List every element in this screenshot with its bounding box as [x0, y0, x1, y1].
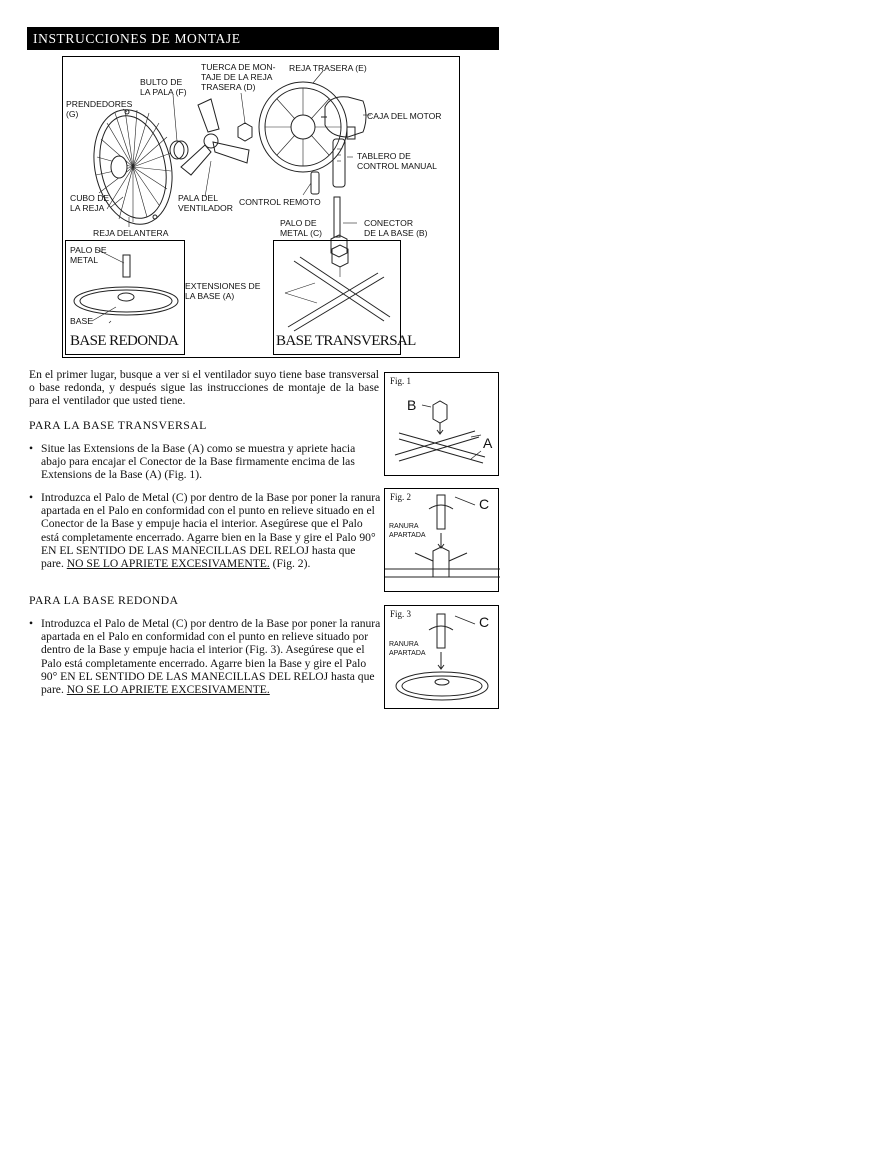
warning-text: NO SE LO APRIETE EXCESIVAMENTE.	[66, 557, 270, 571]
label-palo-metal-c: PALO DE METAL (C)	[280, 218, 323, 238]
fig2-ranura-label: RANURA APARTADA	[389, 523, 426, 539]
label-reja-trasera: REJA TRASERA (E)	[289, 63, 367, 73]
list-item	[29, 491, 381, 570]
figure-label: Fig. 2	[390, 492, 412, 502]
bullet-text	[41, 491, 381, 570]
intro-text	[29, 368, 379, 408]
figure-3	[384, 605, 499, 709]
base-transversal-title: BASE TRANSVERSAL	[276, 333, 416, 349]
label-bulto: BULTO DE LA PALA (F)	[140, 77, 187, 97]
bullet-body: Introduzca el Palo de Metal (C) por dentro de la Base por poner la ranura apartada en el Palo en conformidad con el punto en relieve situado en el Conector de la Base y empuje hacia el interior. Asegúrese que el Palo está completamente encerrado. Agarre bien en la Base y gire el Palo 90° EN EL SENTIDO DE LAS MANECILLAS DEL RELOJ hasta que pare.	[41, 491, 381, 571]
list-item	[29, 617, 381, 696]
figure-label: Fig. 1	[390, 376, 412, 386]
section-redonda-heading: PARA LA BASE REDONDA	[29, 593, 179, 607]
label-cubo: CUBO DE LA REJA	[70, 193, 110, 213]
fig1-letter-a: A	[483, 435, 493, 451]
base-transversal-box	[273, 240, 416, 355]
label-reja-delantera: REJA DELANTERA	[93, 228, 169, 238]
section-transversal-heading: PARA LA BASE TRANSVERSAL	[29, 418, 207, 432]
bullet-dot: •	[29, 617, 34, 630]
label-pala: PALA DEL VENTILADOR	[178, 193, 233, 213]
label-control-remoto: CONTROL REMOTO	[239, 197, 321, 207]
parts-diagram	[62, 56, 460, 358]
bullet-body: Introduzca el Palo de Metal (C) por dentro de la Base por poner la ranura apartada en el Palo en conformidad con el punto en relieve situado por dentro de la Base y empuje hacia el interior (Fig. 3). Asegúrese que el Palo está completamente encerrado. Agarre bien la Base y gire el Palo 90° EN EL SENTIDO DE LAS MANECILLAS DEL RELOJ hasta que pare.	[41, 617, 381, 697]
bullet-text: Situe las Extensions de la Base (A) como se muestra y apriete hacia abajo para encajar el Conector de la Base firmamente encima de las Extensions de la Base (A) (Fig. 1).	[41, 442, 356, 482]
label-conector: CONECTOR DE LA BASE (B)	[364, 218, 428, 238]
fig3-ranura-label: RANURA APARTADA	[389, 641, 426, 657]
fig2-letter-c: C	[479, 496, 490, 512]
label-tuerca: TUERCA DE MON- TAJE DE LA REJA TRASERA (D)	[201, 62, 276, 92]
figure-1	[384, 372, 499, 476]
fig3-letter-c: C	[479, 614, 490, 630]
bullet-tail: (Fig. 2).	[269, 557, 311, 571]
label-palo-metal: PALO DE METAL	[70, 245, 107, 265]
bullet-text	[41, 617, 381, 696]
label-base: BASE	[70, 316, 93, 326]
list-item	[29, 442, 381, 482]
figure-label: Fig. 3	[390, 609, 412, 619]
figure-2	[384, 488, 499, 592]
bullet-dot: •	[29, 491, 34, 504]
base-redonda-title: BASE REDONDA	[70, 333, 179, 349]
warning-text: NO SE LO APRIETE EXCESIVAMENTE.	[66, 683, 270, 697]
page-title: INSTRUCCIONES DE MONTAJE	[27, 27, 499, 50]
label-extensiones: EXTENSIONES DE LA BASE (A)	[185, 281, 261, 301]
label-prendedores: PRENDEDORES (G)	[66, 99, 133, 119]
base-redonda-box	[65, 240, 185, 355]
bullet-dot: •	[29, 442, 34, 455]
label-caja-motor: CAJA DEL MOTOR	[367, 111, 442, 121]
fig1-letter-b: B	[407, 397, 417, 413]
label-tablero: TABLERO DE CONTROL MANUAL	[357, 151, 437, 171]
fig1-illustration	[385, 373, 500, 477]
intro-paragraph: En el primer lugar, busque a ver si el ventilador suyo tiene base transversal o base redonda, y después sigue las instrucciones de montaje de la base para el ventilador que usted tiene.	[29, 368, 379, 408]
